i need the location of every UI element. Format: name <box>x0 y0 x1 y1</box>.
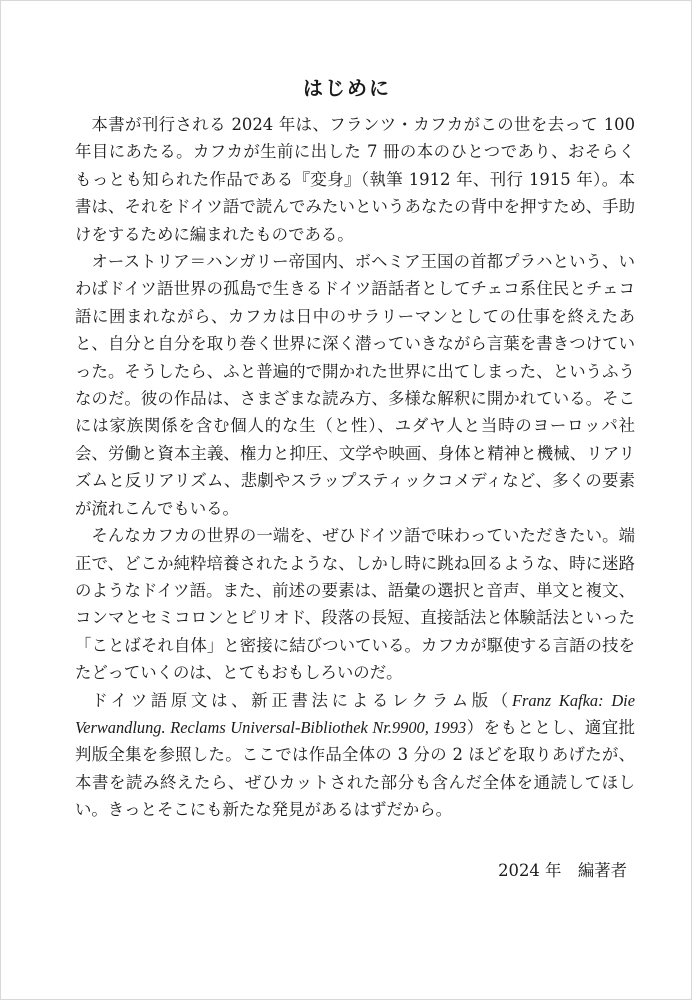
preface-body <box>75 111 635 824</box>
paragraph-3: そんなカフカの世界の一端を、ぜひドイツ語で味わっていただきたい。端正で、どこか純粋培養されたような、しかし時に跳ね回るような、時に迷路のようなドイツ語。また、前述の要素は、語彙の選択と音声、単文と複文、コンマとセミコロンとピリオド、段落の長短、直接話法と体験話法といった「ことばそれ自体」と密接に結びついている。カフカが駆使する言語の技をたどっていくのは、とてもおもしろいのだ。 <box>75 526 635 683</box>
paragraph-2: オーストリア＝ハンガリー帝国内、ボヘミア王国の首都プラハという、いわばドイツ語世界の孤島で生きるドイツ語話者としてチェコ系住民とチェコ語に囲まれながら、カフカは日中のサラリーマンとしての仕事を終えたあと、自分と自分を取り巻く世界に深く潜っていきながら言葉を書きつけていった。そうしたら、ふと普遍的で開かれた世界に出てしまった、というふうなのだ。彼の作品は、さまざまな読み方、多様な解釈に開かれている。そこには家族関係を含む個人的な生（と性）、ユダヤ人と当時のヨーロッパ社会、労働と資本主義、権力と抑圧、文学や映画、身体と精神と機械、リアリズムと反リアリズム、悲劇やスラップスティックコメディなど、多くの要素が流れこんでもいる。 <box>75 252 635 518</box>
paragraph-4 <box>75 687 635 824</box>
signature: 2024 年 編著者 <box>498 861 627 880</box>
page-title: はじめに <box>303 76 391 101</box>
paragraph-1: 本書が刊行される 2024 年は、フランツ・カフカがこの世を去って 100 年目にあたる。カフカが生前に出した 7 冊の本のひとつであり、おそらくもっとも知られた作品である『変身』（執筆 1912 年、刊行 1915 年）。本書は、それをドイツ語で読んでみたいというあなたの背中を押すため、手助けをするために編まれたものである。 <box>75 115 635 244</box>
paragraph-4-before: ドイツ語原文は、新正書法によるレクラム版（ <box>91 690 512 710</box>
paragraph-4-after: ）をもととし、適宜批判版全集を参照した。ここでは作品全体の 3 分の 2 ほどを取りあげたが、本書を読み終えたら、ぜひカットされた部分も含んだ全体を通読してほしい。きっとそこにも新たな発見があるはずだから。 <box>75 717 635 820</box>
edition-citation: Franz Kafka: Die Verwandlung. Reclams Universal-Bibliothek Nr.9900, 1993 <box>75 690 635 737</box>
